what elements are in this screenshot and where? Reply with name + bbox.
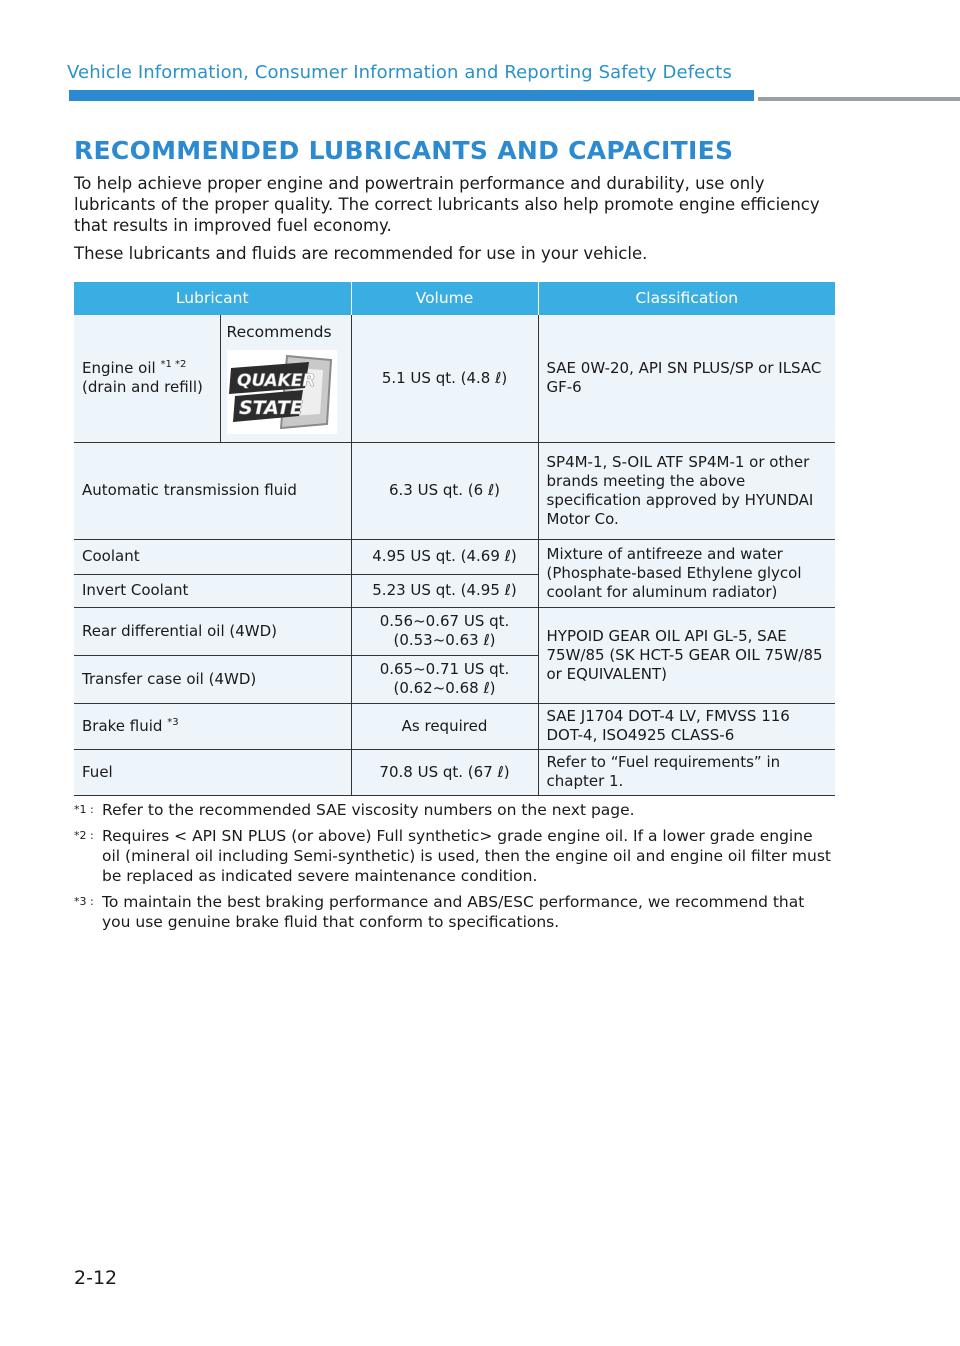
recommends-label: Recommends [226,323,332,341]
brake-fluid-name: Brake fluid [82,716,163,735]
atf-classification: SP4M-1, S-OIL ATF SP4M-1 or other brands meeting the above specification approved by HYUNDAI Motor Co. [538,442,835,539]
invert-coolant-name: Invert Coolant [74,574,351,607]
table-row-fuel [74,749,835,795]
brake-fluid-footnote-mark: *3 [167,716,179,728]
rear-diff-name: Rear differential oil (4WD) [74,607,351,655]
fuel-volume: 70.8 US qt. (67 ℓ) [351,749,538,795]
rear-diff-volume-l: (0.53~0.63 ℓ) [393,631,496,649]
intro-text [74,173,834,271]
table-row-engine-oil [74,315,835,442]
logo-text-quaker: QUAKER [236,371,316,391]
footnotes [74,800,834,938]
header-accent-bar [69,90,754,101]
coolant-volume: 4.95 US qt. (4.69 ℓ) [351,539,538,574]
chapter-header-title: Vehicle Information, Consumer Information and Reporting Safety Defects [67,62,732,83]
footnote-1 [74,800,834,820]
recommended-brand-cell [220,315,351,442]
quaker-state-logo [227,350,337,434]
transfer-case-volume-qt: 0.65~0.71 US qt. [379,660,510,678]
footnote-3 [74,892,834,932]
fuel-name: Fuel [74,749,351,795]
header-volume: Volume [351,282,538,315]
engine-oil-name: Engine oil [82,359,156,378]
transfer-case-volume-cell [351,655,538,703]
table-row-atf [74,442,835,539]
engine-oil-name-sub: (drain and refill) [82,378,203,397]
gear-oil-classification: HYPOID GEAR OIL API GL-5, SAE 75W/85 (SK HCT-5 GEAR OIL 75W/85 or EQUIVALENT) [538,607,835,703]
header-divider-line [758,97,960,101]
footnote-1-mark: *1 : [74,803,94,816]
transfer-case-name: Transfer case oil (4WD) [74,655,351,703]
transfer-case-volume-l: (0.62~0.68 ℓ) [393,679,496,697]
section-title: RECOMMENDED LUBRICANTS AND CAPACITIES [74,136,734,165]
engine-oil-footnote-mark: *1 *2 [160,359,187,371]
table-header-row [74,282,835,315]
table-row-brake-fluid [74,703,835,749]
coolant-classification: Mixture of antifreeze and water (Phosphate-based Ethylene glycol coolant for aluminum radiator) [538,539,835,607]
rear-diff-volume-qt: 0.56~0.67 US qt. [379,612,510,630]
engine-oil-volume: 5.1 US qt. (4.8 ℓ) [351,315,538,442]
page-number: 2-12 [74,1267,118,1289]
header-classification: Classification [538,282,835,315]
rear-diff-volume-cell [351,607,538,655]
footnote-1-text: Refer to the recommended SAE viscosity numbers on the next page. [102,801,635,819]
footnote-2-text: Requires < API SN PLUS (or above) Full synthetic> grade engine oil. If a lower grade engine oil (mineral oil including Semi-synthetic) is used, then the engine oil and engine oil filter must be replaced as indicated severe maintenance condition. [102,827,832,885]
brake-fluid-volume: As required [351,703,538,749]
fuel-classification: Refer to “Fuel requirements” in chapter 1. [538,749,835,795]
logo-text-state: STATE [238,397,303,419]
header-lubricant: Lubricant [74,282,351,315]
table-row-coolant [74,539,835,574]
footnote-2-mark: *2 : [74,829,94,842]
intro-paragraph-2: These lubricants and fluids are recommended for use in your vehicle. [74,244,648,263]
atf-volume: 6.3 US qt. (6 ℓ) [351,442,538,539]
footnote-3-text: To maintain the best braking performance and ABS/ESC performance, we recommend that you use genuine brake fluid that conform to specifications. [102,893,805,931]
atf-name: Automatic transmission fluid [74,442,351,539]
footnote-2 [74,826,834,886]
intro-paragraph-1: To help achieve proper engine and powertrain performance and durability, use only lubricants of the proper quality. The correct lubricants also help promote engine efficiency that results in improved fuel economy. [74,174,820,235]
engine-oil-classification: SAE 0W-20, API SN PLUS/SP or ILSAC GF-6 [538,315,835,442]
brake-fluid-classification: SAE J1704 DOT-4 LV, FMVSS 116 DOT-4, ISO4925 CLASS-6 [538,703,835,749]
brake-fluid-name-cell [74,703,351,749]
invert-coolant-volume: 5.23 US qt. (4.95 ℓ) [351,574,538,607]
lubricants-table [74,282,835,796]
coolant-name: Coolant [74,539,351,574]
engine-oil-name-cell [74,315,220,442]
footnote-3-mark: *3 : [74,895,94,908]
table-row-rear-differential [74,607,835,655]
